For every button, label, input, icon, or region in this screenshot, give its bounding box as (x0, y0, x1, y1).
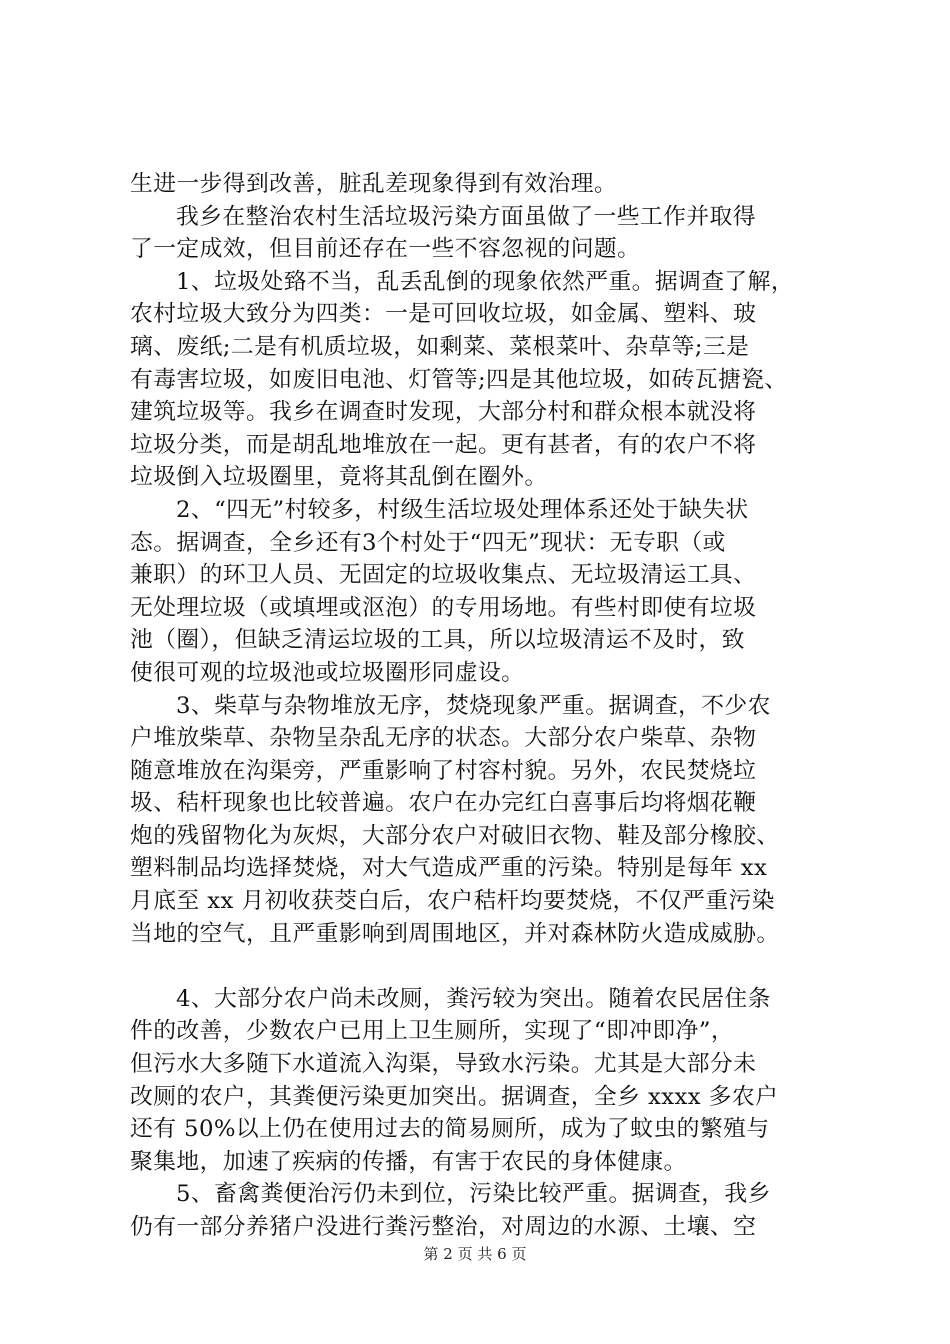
paragraph-line: 仍有一部分养猪户没进行粪污整治，对周边的水源、土壤、空 (130, 1214, 757, 1240)
paragraph-first-line: 5、畜禽粪便治污仍未到位，污染比较严重。据调查，我乡 (176, 1181, 771, 1208)
paragraph-line: 件的改善，少数农户已用上卫生厕所，实现了“即冲即净”， (130, 1018, 735, 1045)
paragraph-line: 塑料制品均选择焚烧，对大气造成严重的污染。特别是每年 xx (130, 855, 768, 882)
paragraph-line: 生进一步得到改善，脏乱差现象得到有效治理。 (130, 171, 618, 197)
paragraph-line: 态。据调查，全乡还有3个村处于“四无”现状：无专职（或 (130, 529, 726, 556)
paragraph-line: 圾、秸杆现象也比较普遍。农户在办完红白喜事后均将烟花鞭 (130, 790, 757, 817)
paragraph-first-line: 我乡在整治农村生活垃圾污染方面虽做了一些工作并取得 (176, 203, 756, 230)
paragraph-line: 使很可观的垃圾池或垃圾圈形同虚设。 (130, 659, 525, 686)
paragraph-line: 但污水大多随下水道流入沟渠，导致水污染。尤其是大部分未 (130, 1051, 757, 1078)
paragraph-line: 当地的空气，且严重影响到周围地区，并对森林防火造成威胁。 (130, 920, 780, 947)
page-footer: 第 2 页 共 6 页 (423, 1245, 527, 1263)
paragraph-line: 改厕的农户，其粪便污染更加突出。据调查，全乡 xxxx 多农户 (130, 1083, 779, 1110)
paragraph-line: 垃圾倒入垃圾圈里，竟将其乱倒在圈外。 (130, 464, 548, 491)
paragraph-line: 月底至 xx 月初收获茭白后，农户秸杆均要焚烧，不仅严重污染 (130, 888, 775, 915)
blank-line (130, 950, 830, 983)
paragraph-line: 随意堆放在沟渠旁，严重影响了村容村貌。另外，农民焚烧垃 (130, 757, 757, 784)
paragraph-first-line: 3、柴草与杂物堆放无序，焚烧现象严重。据调查，不少农 (176, 692, 771, 719)
paragraph-line: 聚集地，加速了疾病的传播，有害于农民的身体健康。 (130, 1148, 687, 1175)
paragraph-first-line: 1、垃圾处臵不当，乱丢乱倒的现象依然严重。据调查了解， (176, 268, 795, 295)
paragraph-line: 池（圈），但缺乏清运垃圾的工具，所以垃圾清运不及时，致 (130, 627, 745, 654)
paragraph-line: 垃圾分类，而是胡乱地堆放在一起。更有甚者，有的农户不将 (130, 431, 757, 458)
paragraph-line: 无处理垃圾（或填埋或沤泡）的专用场地。有些村即使有垃圾 (130, 594, 757, 621)
paragraph-line: 了一定成效，但目前还存在一些不容忽视的问题。 (130, 236, 641, 263)
paragraph-line: 还有 50%以上仍在使用过去的简易厕所，成为了蚊虫的繁殖与 (130, 1116, 770, 1143)
paragraph-line: 农村垃圾大致分为四类：一是可回收垃圾，如金属、塑料、玻 (130, 301, 757, 328)
paragraph-line: 户堆放柴草、杂物呈杂乱无序的状态。大部分农户柴草、杂物 (130, 725, 757, 752)
document-body (130, 168, 830, 1244)
paragraph-first-line: 4、大部分农户尚未改厕，粪污较为突出。随着农民居住条 (176, 985, 771, 1012)
paragraph-line: 璃、废纸;二是有机质垃圾，如剩菜、菜根菜叶、杂草等;三是 (130, 333, 750, 360)
paragraph-line: 建筑垃圾等。我乡在调查时发现，大部分村和群众根本就没将 (130, 399, 757, 426)
paragraph-first-line: 2、“四无”村较多，村级生活垃圾处理体系还处于缺失状 (176, 496, 749, 523)
paragraph-line: 兼职）的环卫人员、无固定的垃圾收集点、无垃圾清运工具、 (130, 562, 757, 589)
paragraph-line: 炮的残留物化为灰烬，大部分农户对破旧衣物、鞋及部分橡胶、 (130, 822, 780, 849)
paragraph-line: 有毒害垃圾，如废旧电池、灯管等;四是其他垃圾，如砖瓦搪瓷、 (130, 366, 788, 393)
